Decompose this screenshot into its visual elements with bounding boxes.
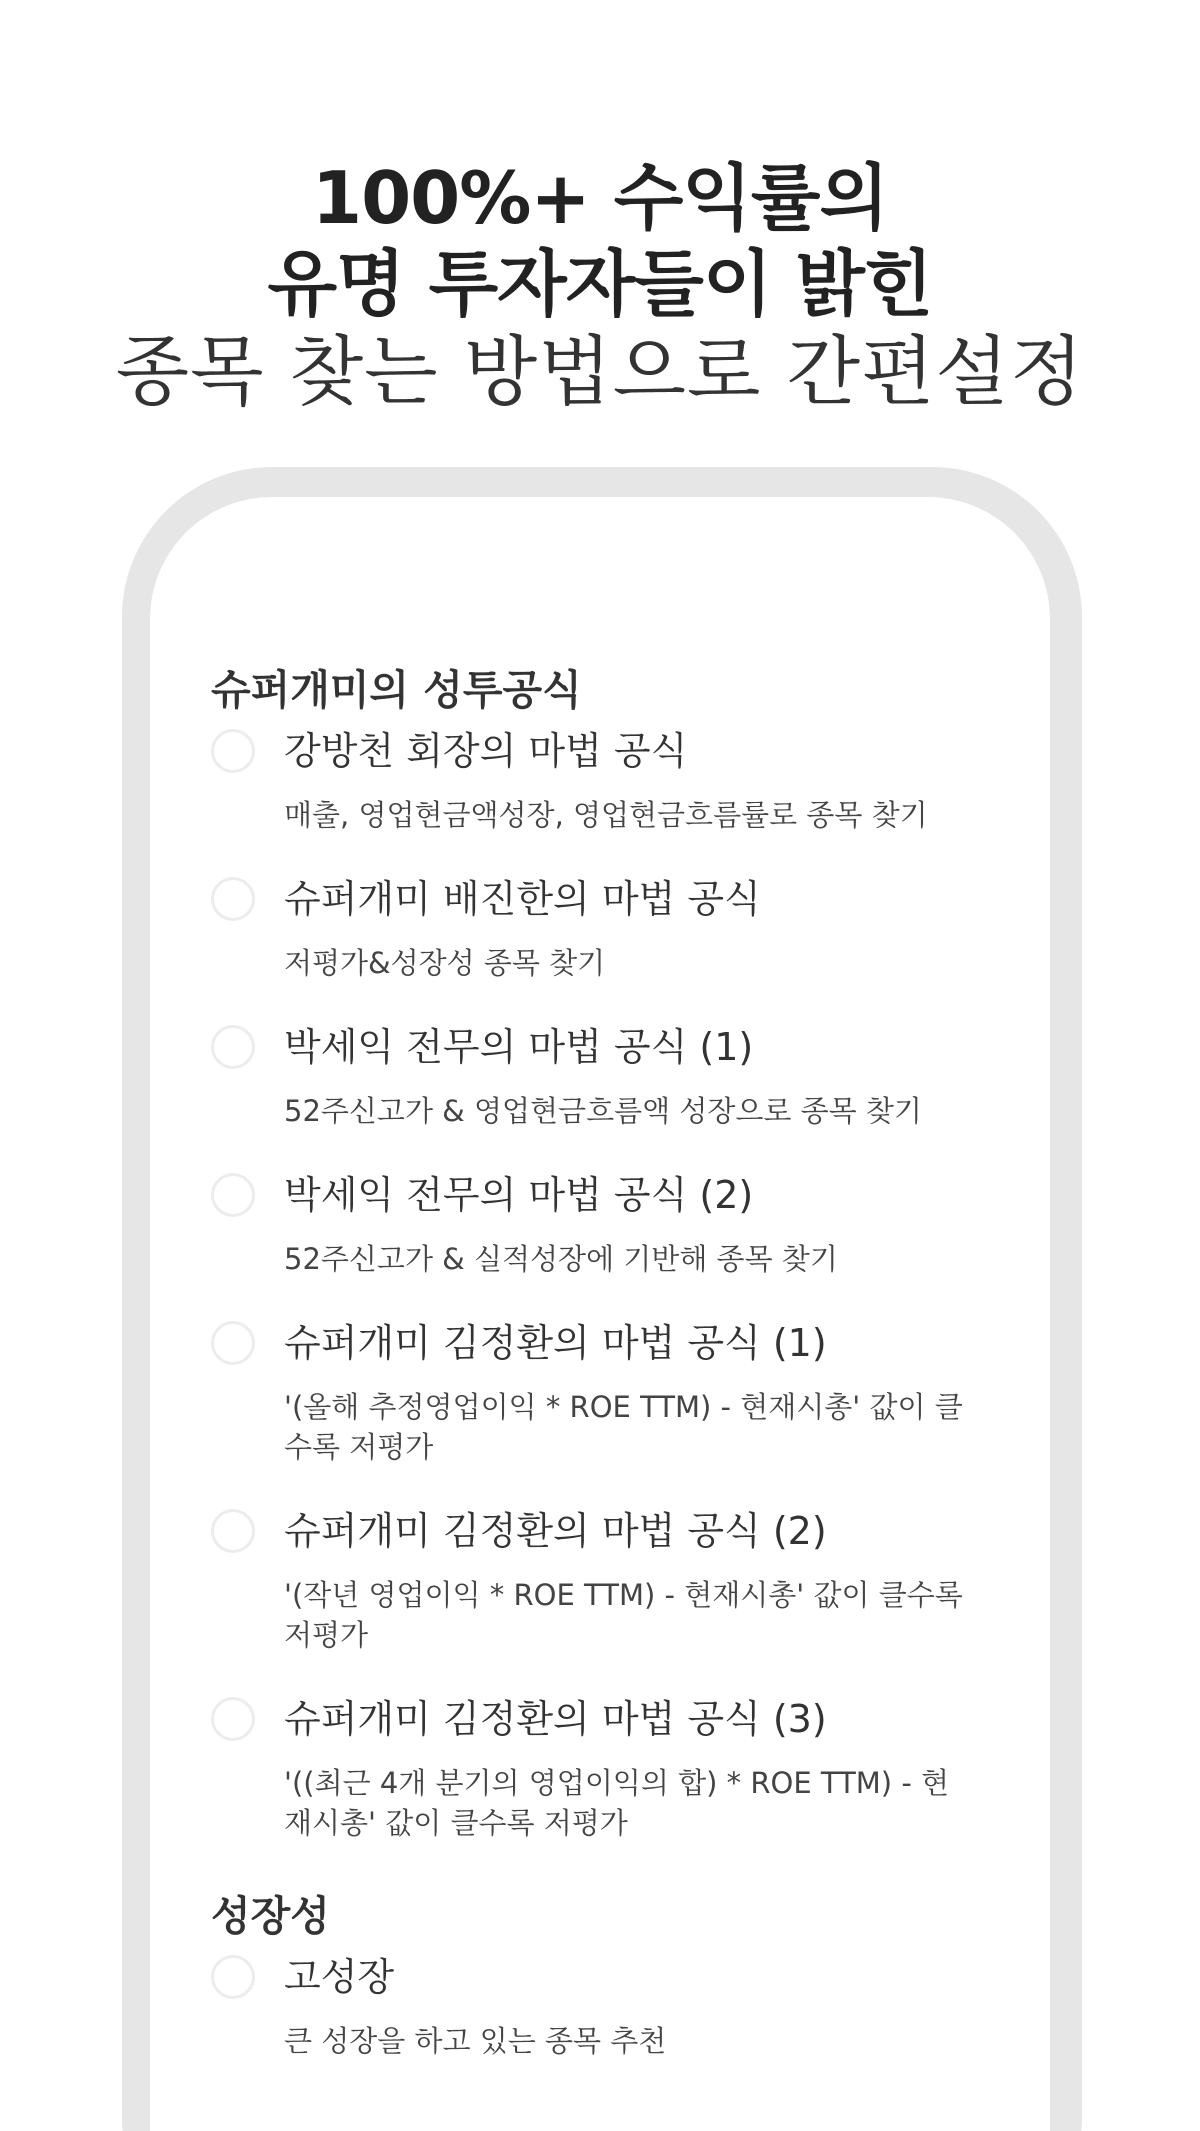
- headline-line-1: 100%+ 수익률의: [311, 156, 889, 240]
- section-title-superant: 슈퍼개미의 성투공식: [211, 666, 582, 714]
- option-kim-junghwan-1[interactable]: [211, 1317, 1011, 1467]
- headline-line-3: 종목 찾는 방법으로 간편설정: [115, 327, 1085, 416]
- radio-button[interactable]: [211, 1321, 255, 1365]
- option-title: 고성장: [284, 1955, 395, 1999]
- radio-button[interactable]: [211, 1509, 255, 1553]
- option-park-seik-1[interactable]: [211, 1021, 1011, 1131]
- radio-button[interactable]: [211, 729, 255, 773]
- option-kang-bangcheon[interactable]: [211, 725, 1011, 835]
- option-high-growth[interactable]: [211, 1951, 1011, 2061]
- section-title-growth: 성장성: [211, 1892, 330, 1940]
- option-description: 저평가&성장성 종목 찾기: [284, 946, 606, 980]
- radio-button[interactable]: [211, 1955, 255, 1999]
- radio-button[interactable]: [211, 877, 255, 921]
- radio-button[interactable]: [211, 1697, 255, 1741]
- option-title: 슈퍼개미 김정환의 마법 공식 (3): [284, 1697, 827, 1741]
- headline-line-2: 유명 투자자들이 밝힌: [267, 242, 933, 326]
- option-description: 52주신고가 & 실적성장에 기반해 종목 찾기: [284, 1242, 838, 1276]
- phone-screen: [150, 497, 1050, 2131]
- headline: [0, 155, 1200, 417]
- option-description: 매출, 영업현금액성장, 영업현금흐름률로 종목 찾기: [284, 798, 928, 832]
- option-bae-jinhan[interactable]: [211, 873, 1011, 983]
- option-description: 52주신고가 & 영업현금흐름액 성장으로 종목 찾기: [284, 1094, 922, 1128]
- radio-button[interactable]: [211, 1025, 255, 1069]
- option-title: 박세익 전무의 마법 공식 (1): [284, 1025, 754, 1069]
- option-title: 강방천 회장의 마법 공식: [284, 729, 688, 773]
- option-title: 슈퍼개미 배진한의 마법 공식: [284, 877, 761, 921]
- option-description: '((최근 4개 분기의 영업이익의 합) * ROE TTM) - 현재시총' 값이 클수록 저평가: [284, 1766, 950, 1840]
- formula-list: [211, 655, 1011, 2099]
- option-description: 큰 성장을 하고 있는 종목 추천: [284, 2024, 667, 2058]
- radio-button[interactable]: [211, 1173, 255, 1217]
- option-title: 슈퍼개미 김정환의 마법 공식 (1): [284, 1321, 827, 1365]
- option-title: 박세익 전무의 마법 공식 (2): [284, 1173, 754, 1217]
- option-kim-junghwan-2[interactable]: [211, 1505, 1011, 1655]
- option-description: '(올해 추정영업이익 * ROE TTM) - 현재시총' 값이 클수록 저평가: [284, 1390, 963, 1464]
- option-description: '(작년 영업이익 * ROE TTM) - 현재시총' 값이 클수록 저평가: [284, 1578, 963, 1652]
- option-kim-junghwan-3[interactable]: [211, 1693, 1011, 1843]
- option-park-seik-2[interactable]: [211, 1169, 1011, 1279]
- option-title: 슈퍼개미 김정환의 마법 공식 (2): [284, 1509, 827, 1553]
